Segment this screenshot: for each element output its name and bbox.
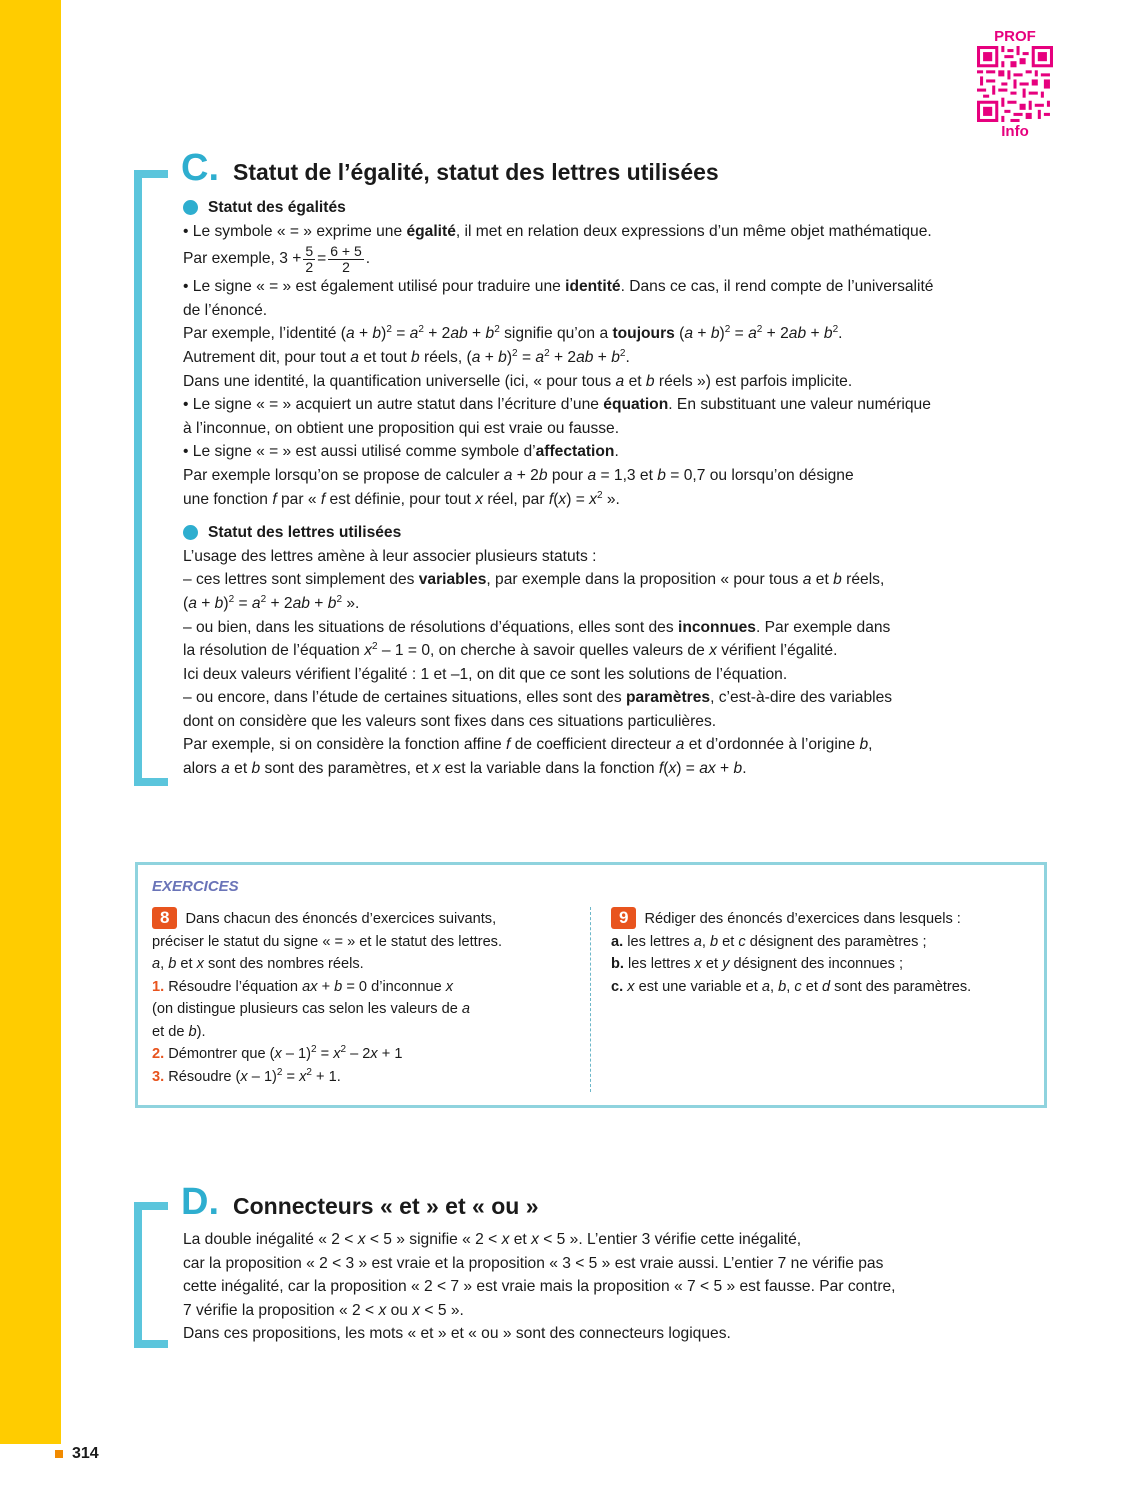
page-number: 314	[72, 1445, 99, 1462]
fraction: $\frac{5}{2}$	[305, 242, 314, 275]
section-d-title: Connecteurs « et » et « ou »	[233, 1193, 539, 1219]
paragraph: Dans ces propositions, les mots « et » et « ou » sont des connecteurs logiques.	[183, 1325, 731, 1343]
exercises-title: EXERCICES	[152, 878, 239, 895]
exercise-9: 9 Rédiger des énoncés d’exercices dans lesquels : a. les lettres a, b et c désignent des paramètres ; b. les lettres x et y désignent des inconnues ; c. x est une variable et a, b, c et d sont des paramètres.	[611, 908, 972, 995]
subheading-statut-egalites	[183, 196, 1063, 220]
exercises-box	[135, 862, 1047, 1108]
exercise-8: 8 Dans chacun des énoncés d’exercices suivants, préciser le statut du signe « = » et le statut des lettres. a, b et x sont des nombres réels. 1. Résoudre l’équation ax + b = 0 d’inconnue x (on distingue plusieurs cas selon les valeurs de a et de b). 2. Démontrer que $(x - 1)^2 = x^2 - 2x + 1$ 3. Résoudre $(x - 1)^2 = x^2 + 1$.	[152, 908, 503, 1085]
paragraph: – ces lettres sont simplement des variables, par exemple dans la proposition « pour tous a et b réels,	[183, 571, 885, 589]
paragraph: la résolution de l’équation $x^2 - 1 = 0$, on cherche à savoir quelles valeurs de x vérifient l’égalité.	[183, 640, 838, 660]
paragraph: car la proposition « 2 < 3 » est vraie et la proposition « 3 < 5 » est vraie aussi. L’entier 7 ne vérifie pas	[183, 1254, 884, 1272]
paragraph: cette inégalité, car la proposition « 2 < 7 » est vraie mais la proposition « 7 < 5 » est fausse. Par contre,	[183, 1278, 896, 1296]
yellow-margin-band	[0, 0, 61, 1444]
subheading-label: Statut des égalités	[208, 199, 346, 216]
section-d-heading	[181, 1183, 538, 1221]
paragraph: • Le signe « = » acquiert un autre statut dans l’écriture d’une équation. En substituant une valeur numérique	[183, 396, 931, 414]
paragraph: alors a et b sont des paramètres, et x est la variable dans la fonction f(x) = ax + b.	[183, 760, 747, 778]
section-c-heading	[181, 149, 719, 187]
paragraph-fraction-example: Par exemple, 3 + $\frac{5}{2}$ = $\frac{6 + 5}{2}$ .	[183, 242, 371, 275]
paragraph: • Le signe « = » est également utilisé pour traduire une identité. Dans ce cas, il rend compte de l’universalité	[183, 278, 934, 296]
paragraph: • Le symbole « = » exprime une égalité, il met en relation deux expressions d’un même objet mathématique.	[183, 222, 932, 240]
paragraph: La double inégalité « 2 < x < 5 » signifie « 2 < x et x < 5 ». L’entier 3 vérifie cette inégalité,	[183, 1231, 802, 1248]
section-d-body	[183, 1228, 896, 1346]
subheading-label: Statut des lettres utilisées	[208, 524, 402, 542]
qr-code-block[interactable]	[973, 28, 1057, 140]
section-c-body	[183, 196, 1063, 781]
paragraph: Autrement dit, pour tout a et tout b réels, $(a + b)^2 = a^2 + 2ab + b^2$.	[183, 347, 630, 366]
paragraph: Par exemple, si on considère la fonction affine f de coefficient directeur a et d’ordonnée à l’origine b,	[183, 736, 873, 754]
paragraph: Ici deux valeurs vérifient l’égalité : 1 et –1, on dit que ce sont les solutions de l’équation.	[183, 665, 788, 683]
subheading-statut-lettres	[183, 521, 1063, 545]
qr-top-label: PROF	[994, 28, 1036, 45]
paragraph: Par exemple, l’identité $(a + b)^2 = a^2 + 2ab + b^2$ signifie qu’on a toujours $(a + b)^2 = a^2 + 2ab + b^2$.	[183, 324, 843, 343]
paragraph: une fonction f par « f est définie, pour tout x réel, par $f(x) = x^2$ ».	[183, 489, 620, 508]
page-footer	[55, 1445, 99, 1463]
fraction: $\frac{6 + 5}{2}$	[330, 242, 362, 275]
paragraph: de l’énoncé.	[183, 301, 268, 319]
section-d-letter: D.	[181, 1181, 219, 1223]
column-divider	[590, 907, 591, 1092]
section-c-title: Statut de l’égalité, statut des lettres utilisées	[233, 159, 719, 185]
paragraph: dont on considère que les valeurs sont fixes dans ces situations particulières.	[183, 712, 717, 730]
paragraph: L’usage des lettres amène à leur associer plusieurs statuts :	[183, 547, 597, 565]
paragraph: – ou bien, dans les situations de résolutions d’équations, elles sont des inconnues. Par exemple dans	[183, 618, 891, 636]
paragraph: Dans une identité, la quantification universelle (ici, « pour tous a et b réels ») est parfois implicite.	[183, 372, 853, 390]
paragraph: Par exemple lorsqu’on se propose de calculer a + 2b pour a = 1,3 et b = 0,7 ou lorsqu’on désigne	[183, 466, 854, 484]
exercise-number-badge: 8	[152, 907, 177, 929]
bullet-dot-icon	[183, 525, 198, 540]
paragraph: $(a + b)^2 = a^2 + 2ab + b^2$ ».	[183, 593, 360, 612]
section-c-letter: C.	[181, 147, 219, 189]
paragraph: 7 vérifie la proposition « 2 < x ou x < 5 ».	[183, 1301, 464, 1319]
bullet-dot-icon	[183, 200, 198, 215]
section-c-bracket	[134, 170, 168, 786]
qr-code-icon	[977, 46, 1053, 122]
paragraph: à l’inconnue, on obtient une proposition qui est vraie ou fausse.	[183, 419, 620, 437]
exercise-number-badge: 9	[611, 907, 636, 929]
section-d-bracket	[134, 1202, 168, 1348]
paragraph: • Le signe « = » est aussi utilisé comme symbole d’affectation.	[183, 443, 619, 461]
paragraph: – ou encore, dans l’étude de certaines situations, elles sont des paramètres, c’est-à-dire des variables	[183, 689, 893, 707]
orange-square-icon	[55, 1450, 63, 1458]
qr-bottom-label: Info	[1001, 123, 1029, 140]
